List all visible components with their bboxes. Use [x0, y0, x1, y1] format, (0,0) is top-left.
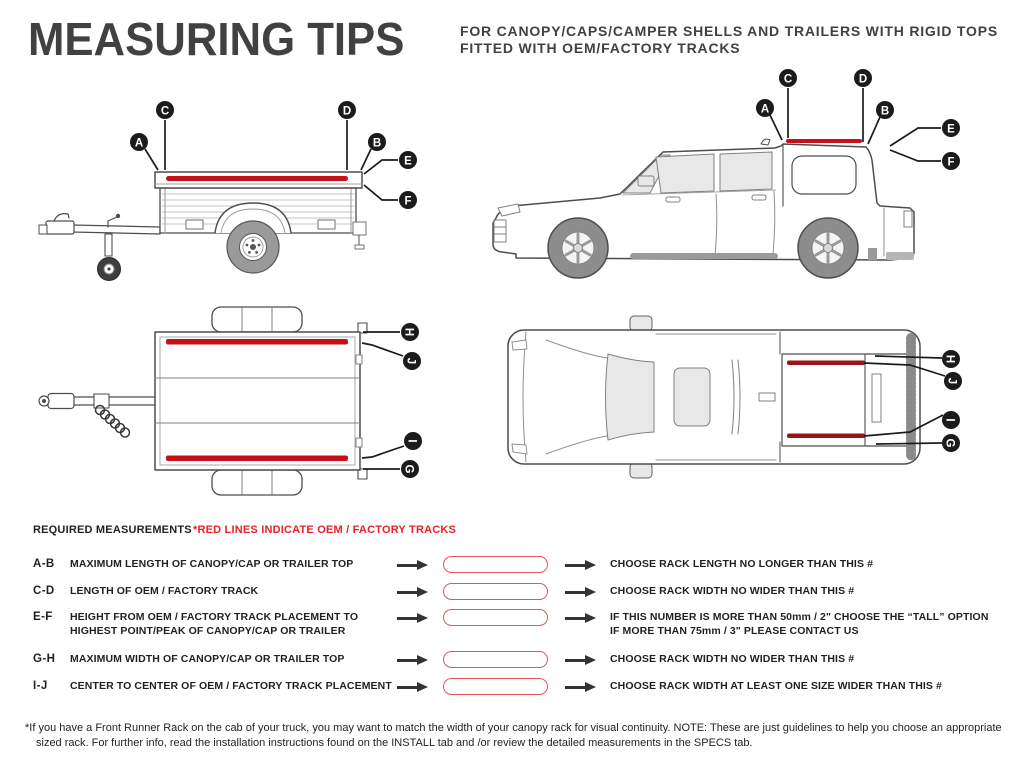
measurement-key: C-D [33, 585, 55, 597]
callout-letter-e: E [404, 155, 412, 168]
truck-top-drawing [508, 316, 920, 478]
measurement-description: CENTER TO CENTER OF OEM / FACTORY TRACK PLACEMENT [70, 680, 392, 692]
windshield [606, 354, 655, 440]
callout-letter-b: B [880, 105, 890, 118]
trailer-wheel [227, 221, 279, 273]
arrow-right-icon [565, 655, 596, 666]
footnote-line-1: *If you have a Front Runner Rack on the cab of your truck, you may want to match the width of your canopy rack for visual continuity. NOTE: These are just guidelines to help you choose an appropriate [25, 722, 1002, 734]
arrow-right-icon [565, 682, 596, 693]
callout-letter-c: C [160, 105, 170, 118]
page-subtitle [460, 23, 998, 57]
mud-flap [868, 248, 877, 260]
required-measurements-label: REQUIRED MEASUREMENTS [33, 524, 192, 536]
callout-letter-i: I [943, 418, 956, 422]
trailer-top-callouts [362, 332, 404, 469]
footnote [25, 721, 1024, 750]
subtitle-line-1: FOR CANOPY/CAPS/CAMPER SHELLS AND TRAILERS WITH RIGID TOPS [460, 23, 998, 39]
callout-letter-j: J [404, 357, 417, 365]
sunroof [674, 368, 710, 426]
rear-door-window [720, 152, 772, 191]
headlight [512, 444, 527, 454]
callout-badges [401, 323, 422, 478]
antenna-fin [761, 139, 770, 145]
arrow-right-icon [397, 587, 428, 598]
rear-bumper [886, 252, 914, 260]
canopy-side-window [792, 156, 856, 194]
callout-letter-j: J [945, 377, 958, 385]
callout-badges [942, 350, 962, 452]
trailer-tongue [72, 225, 160, 234]
side-mirror [630, 463, 652, 478]
callout-letter-d: D [342, 105, 352, 118]
bed-handle [759, 393, 775, 401]
truck-side-view-figure [480, 60, 1010, 297]
oem-track-red-line [787, 434, 865, 439]
measurement-description: HEIGHT FROM OEM / FACTORY TRACK PLACEMENT TO HIGHEST POINT/PEAK OF CANOPY/CAP OR TRAILER [70, 611, 359, 637]
measurement-value-field[interactable] [443, 609, 548, 626]
door-handle [752, 195, 766, 200]
arrow-right-icon [397, 560, 428, 571]
subtitle-line-2: FITTED WITH OEM/FACTORY TRACKS [460, 40, 741, 56]
oem-track-red-line [166, 176, 348, 181]
measurement-value-field[interactable] [443, 651, 548, 668]
oem-track-red-line [786, 139, 862, 143]
callout-letter-f: F [404, 195, 412, 208]
callout-letter-i: I [405, 439, 418, 443]
oem-track-red-line [787, 361, 865, 366]
trailer-top-view-figure [20, 300, 470, 517]
rear-wheel [798, 218, 858, 278]
callout-letter-f: F [947, 156, 955, 169]
door-handle [666, 197, 680, 202]
measurement-key: I-J [33, 680, 48, 692]
oem-track-red-line [166, 339, 348, 345]
callout-letter-a: A [134, 137, 144, 150]
measurement-value-field[interactable] [443, 556, 548, 573]
truck-top-view-figure [480, 298, 1010, 518]
measurement-instruction: CHOOSE RACK LENGTH NO LONGER THAN THIS # [610, 558, 874, 570]
side-mirror [638, 176, 654, 186]
front-door-window [656, 154, 714, 193]
callout-letter-g: G [943, 438, 956, 448]
page-title: MEASURING TIPS [28, 13, 405, 65]
arrow-right-icon [397, 613, 428, 624]
front-wheel [548, 218, 608, 278]
safety-cable-coil [96, 406, 130, 438]
oem-track-red-line [166, 456, 348, 462]
arrow-right-icon [397, 655, 428, 666]
measurement-instruction: CHOOSE RACK WIDTH NO WIDER THAN THIS # [610, 585, 855, 597]
trailer-top-body [155, 332, 360, 470]
jockey-post [105, 234, 112, 256]
measurement-key: A-B [33, 558, 55, 570]
truck-side-drawing [493, 139, 914, 278]
bed-inner [782, 354, 908, 446]
measurement-key: G-H [33, 653, 56, 665]
callout-letter-e: E [947, 123, 955, 136]
callout-letter-g: G [402, 464, 415, 474]
headlight [512, 340, 527, 350]
jockey-wheel [98, 258, 121, 281]
callout-letter-d: D [858, 73, 868, 86]
callout-letter-a: A [760, 103, 770, 116]
measurement-key: E-F [33, 611, 53, 623]
measurement-description: LENGTH OF OEM / FACTORY TRACK [70, 585, 259, 597]
trailer-tongue [72, 397, 156, 405]
running-board [630, 253, 778, 259]
measurement-description: MAXIMUM LENGTH OF CANOPY/CAP OR TRAILER TOP [70, 558, 354, 570]
hitch-coupler [46, 221, 74, 234]
trailer-side-drawing [39, 172, 366, 281]
arrow-right-icon [397, 682, 428, 693]
red-lines-note: *RED LINES INDICATE OEM / FACTORY TRACKS [193, 524, 457, 536]
trailer-side-view-figure [20, 90, 460, 307]
trailer-top-drawing [39, 307, 367, 495]
taillight [904, 211, 912, 227]
callout-letter-h: H [943, 354, 956, 364]
rear-bracket [353, 222, 366, 235]
latch [186, 220, 203, 229]
callout-letter-b: B [372, 137, 382, 150]
measurement-instruction: CHOOSE RACK WIDTH NO WIDER THAN THIS # [610, 653, 855, 665]
callout-letter-c: C [783, 73, 793, 86]
latch [318, 220, 335, 229]
measurement-description: MAXIMUM WIDTH OF CANOPY/CAP OR TRAILER TOP [70, 653, 345, 665]
arrow-right-icon [565, 587, 596, 598]
arrow-right-icon [565, 560, 596, 571]
measurement-instruction: IF THIS NUMBER IS MORE THAN 50mm / 2" CHOOSE THE “TALL” OPTION IF MORE THAN 75mm / 3" PLEASE CONTACT US [610, 611, 989, 637]
measurement-value-field[interactable] [443, 678, 548, 695]
measurement-value-field[interactable] [443, 583, 548, 600]
hitch-coupler [48, 394, 74, 409]
arrow-right-icon [565, 613, 596, 624]
footnote-line-2: sized rack. For further info, read the installation instructions found on the INSTALL tab and /or review the detailed measurements in the SPECS tab. [36, 736, 753, 749]
callout-letter-h: H [402, 327, 415, 337]
side-mirror [630, 316, 652, 331]
measurement-instruction: CHOOSE RACK WIDTH AT LEAST ONE SIZE WIDER THAN THIS # [610, 680, 942, 692]
